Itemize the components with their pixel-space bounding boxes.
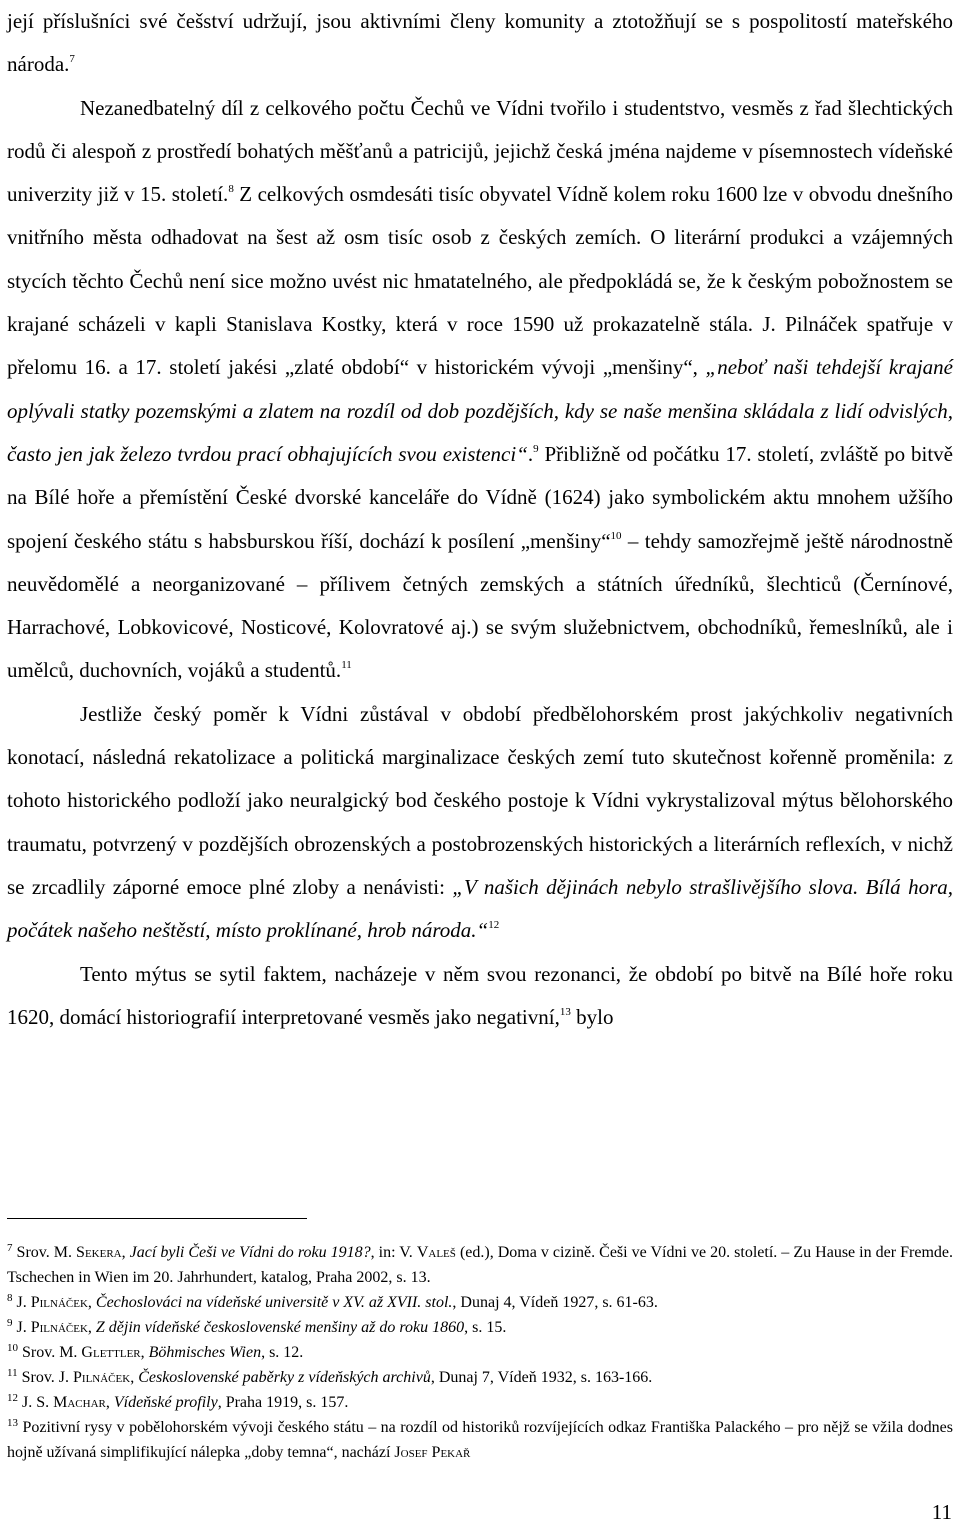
footnote-text: , Dunaj 7, Vídeň 1932, s. 163-166. — [430, 1369, 653, 1386]
footnote-text: , — [105, 1394, 114, 1411]
footnote-ref-10[interactable]: 10 — [610, 529, 622, 542]
footnote-number: 11 — [7, 1367, 18, 1379]
footnote-text: (ed.), Doma v cizině. Češi ve Vídni ve 20. století. – Zu Hause in der Fremde. Tschechen in Wien im 20. Jahrhundert, katalog, Praha 2002, s. 13. — [7, 1244, 954, 1286]
footnote-ref-13[interactable]: 13 — [559, 1005, 571, 1018]
footnote-text: , — [121, 1244, 130, 1261]
author-name: Valeš — [416, 1244, 456, 1261]
footnote-number: 8 — [7, 1292, 13, 1304]
text-run: bylo — [570, 1004, 614, 1029]
text-run: její příslušníci své češství udržují, jsou aktivními členy komunity a ztotožňují se s pospolitostí mateřského národa. — [7, 9, 953, 77]
text-run: Nezanedbatelný díl z celkového počtu Čechů ve Vídni tvořilo i studentstvo, vesměs z řad šlechtických rodů či alespoň z prostředí bohatých měšťanů a patricijů, jejichž česká jména najdeme v písemnostech vídeňské univerzity již v 15. století. — [7, 95, 953, 207]
footnote-ref-7[interactable]: 7 — [69, 53, 75, 66]
quote-bila-hora: „V našich dějinách nebylo strašlivějšího slova. Bílá hora, počátek našeho neštěstí, místo proklínané, hrob národa.“ — [7, 874, 953, 943]
text-run: – tehdy samozřejmě ještě národnostně neuvědomělé a neorganizované – přílivem četných zemských a státních úředníků, šlechticů (Černínové, Harrachové, Lobkovicové, Nosticové, Kolovratové aj.) se svým služebnictvem, obchodníků, řemeslníků, ale i umělců, duchovních, vojáků a studentů. — [7, 528, 953, 683]
footnote-text: , — [130, 1369, 139, 1386]
footnote-text: Pozitivní rysy v pobělohorském vývoji českého státu – na rozdíl od historiků rozvíjejících odkaz Františka Palackého – pro nějž se vžila dodnes hojně užívaná simplifikující nálepka „doby temna“, nachází — [7, 1419, 953, 1461]
footnote-number: 9 — [7, 1317, 13, 1329]
footnote-text: J. — [12, 1294, 31, 1311]
text-run: . — [527, 441, 534, 466]
paragraph-2 — [7, 87, 953, 693]
footnote-text: , in: V. — [370, 1244, 417, 1261]
body-text — [7, 0, 953, 1039]
work-title: Jací byli Češi ve Vídni do roku 1918? — [129, 1244, 371, 1261]
text-run: Z celkových osmdesáti tisíc obyvatel Vídně kolem roku 1600 lze v obvodu dnešního vnitřního města odhadovat na šest až osm tisíc osob z českých zemích. O literární produkci a vzájemných stycích těchto Čechů není sice možno uvést nic hmatatelného, ale předpokládá se, že k českým pobožnostem se krajané scházeli v kapli Stanislava Kostky, která v roce 1590 už prokazatelně stála. J. Pilnáček spatřuje v přelomu 16. a 17. století jakési „zlaté období“ v historickém vývoji „menšiny“, — [7, 182, 953, 380]
work-title: Vídeňské profily — [113, 1394, 218, 1411]
footnote-text: , Dunaj 4, Vídeň 1927, s. 61-63. — [452, 1294, 658, 1311]
footnote-number: 10 — [7, 1342, 18, 1354]
footnote-text: , s. 15. — [464, 1319, 507, 1336]
author-name: Pilnáček — [30, 1294, 88, 1311]
page-number: 11 — [931, 1500, 952, 1524]
footnote-text: J. S. — [18, 1394, 54, 1411]
paragraph-1 — [7, 0, 953, 87]
footnote-ref-12[interactable]: 12 — [488, 919, 500, 932]
footnote-text: Srov. M. — [12, 1244, 77, 1261]
text-run: Přibližně od počátku 17. století, zvláště po bitvě na Bílé hoře a přemístění České dvorské kanceláře do Vídně (1624) jako symbolickém aktu mnohem užšího spojení českého státu s habsburskou říší, dochází k posílení „menšiny“ — [7, 441, 953, 553]
author-name: Machar — [53, 1394, 106, 1411]
footnote-text: , Praha 1919, s. 157. — [217, 1394, 349, 1411]
footnote-ref-8[interactable]: 8 — [228, 183, 234, 196]
author-name: Josef Pekař — [394, 1444, 471, 1461]
quote-pilnacek: „neboť naši tehdejší krajané oplývali statky pozemskými a zlatem na rozdíl od dob pozdějších, kdy se naše menšina skládala z lidí odvislých, často jen jak železo tvrdou prací obhajujících svou existenci“ — [7, 355, 953, 466]
footnote-10 — [7, 1340, 953, 1365]
author-name: Sekera — [76, 1244, 122, 1261]
footnote-9 — [7, 1315, 953, 1340]
paragraph-3 — [7, 693, 953, 953]
footnote-separator — [7, 1218, 307, 1219]
work-title: Československé paběrky z vídeňských archivů — [138, 1369, 431, 1386]
footnote-text: Srov. J. — [17, 1369, 74, 1386]
footnote-number: 12 — [7, 1392, 18, 1404]
text-run: Tento mýtus se sytil faktem, nacházeje v něm svou rezonanci, že období po bitvě na Bílé hoře roku 1620, domácí historiografií interpretované vesměs jako negativní, — [7, 961, 953, 1029]
footnote-7 — [7, 1240, 953, 1290]
footnote-8 — [7, 1290, 953, 1315]
paragraph-4 — [7, 953, 953, 1040]
footnote-text: , — [140, 1344, 149, 1361]
author-name: Pilnáček — [30, 1319, 88, 1336]
work-title: Böhmisches Wien — [148, 1344, 262, 1361]
footnote-13 — [7, 1415, 953, 1465]
footnote-text: , — [87, 1294, 96, 1311]
footnote-number: 7 — [7, 1242, 13, 1254]
footnotes — [7, 1240, 953, 1465]
text-run: Jestliže český poměr k Vídni zůstával v období předbělohorském prost jakýchkoliv negativních konotací, následná rekatolizace a politická marginalizace českých zemí tuto skutečnost kořenně proměnila: z tohoto historického podloží jako neuralgický bod českého postoje k Vídni vykrystalizoval mýtus bělohorského traumatu, potvrzený v pozdějších obrozenských a postobrozenských historických a literárních reflexích, v nichž se zrcadlily záporné emoce plné zloby a nenávisti: — [7, 701, 953, 899]
footnote-ref-11[interactable]: 11 — [341, 659, 352, 672]
footnote-text: J. — [12, 1319, 31, 1336]
footnote-12 — [7, 1390, 953, 1415]
footnote-number: 13 — [7, 1417, 18, 1429]
work-title: Z dějin vídeňské československé menšiny až do roku 1860 — [95, 1319, 465, 1336]
footnote-11 — [7, 1365, 953, 1390]
footnote-text: Srov. M. — [18, 1344, 82, 1361]
footnote-ref-9[interactable]: 9 — [533, 442, 539, 455]
work-title: Čechoslováci na vídeňské universitě v XV. až XVII. stol. — [95, 1294, 453, 1311]
author-name: Glettler — [81, 1344, 141, 1361]
footnote-text: , s. 12. — [261, 1344, 304, 1361]
author-name: Pilnáček — [73, 1369, 131, 1386]
footnote-text: , — [87, 1319, 96, 1336]
